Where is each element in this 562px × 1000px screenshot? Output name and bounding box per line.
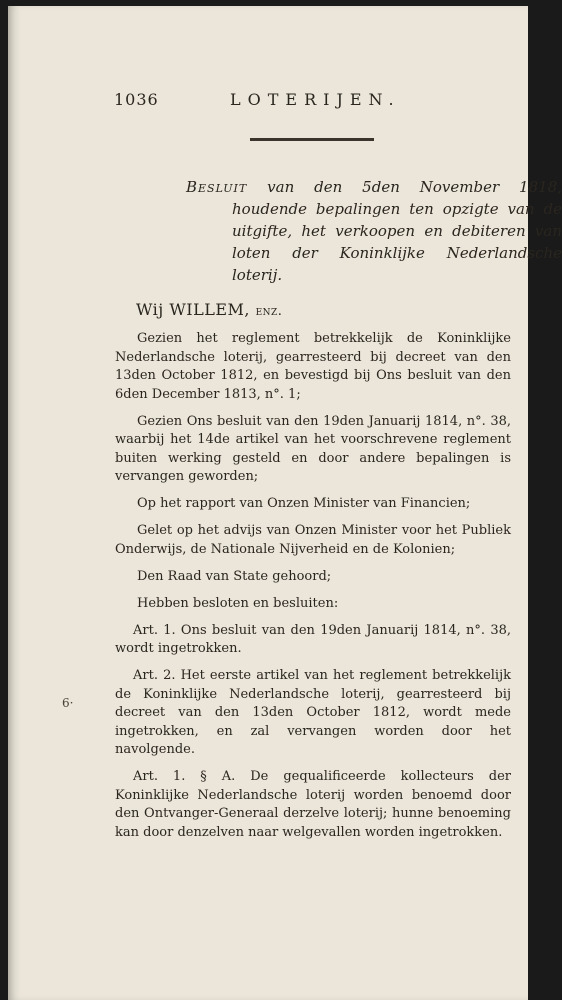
margin-mark: 6· [62,696,74,710]
book-page [8,6,562,1000]
article-1-section-a: Art. 1. § A. De gequalificeerde kollecteurs der Koninklijke Nederlandsche loterij worden benoemd door den Ontvanger-Generaal derzelve loterij; hunne benoeming kan door denzelven naar welgevallen worden ingetrokken. [115,769,511,840]
paragraph-raad-van-state: Den Raad van State gehoord; [137,568,332,584]
article-1: Art. 1. Ons besluit van den 19den Januarij 1814, n°. 38, wordt ingetrokken. [115,622,511,656]
paragraph-gezien-reglement: Gezien het reglement betrekkelijk de Koninklijke Nederlandsche loterij, gearresteerd bij decreet van den 13den October 1812, en bevestigd bij Ons besluit van den 6den December 1813, n°. 1; [115,331,511,402]
decree-title-lead: Besluit [186,178,248,196]
paragraph-rapport: Op het rapport van Onzen Minister van Financien; [137,496,471,511]
running-title: LOTERIJEN. [230,90,401,109]
page-header [8,90,528,112]
article-2: Art. 2. Het eerste artikel van het reglement betrekkelijk de Koninklijke Nederlandsche loterij, gearresteerd bij decreet van den 13den October 1812, wordt mede ingetrokken, en zal vervangen worden door het navolgende. [115,668,511,757]
paragraph-besloten: Hebben besloten en besluiten: [137,595,339,611]
paragraph-gelet: Gelet op het advijs van Onzen Minister voor het Publiek Onderwijs, de Nationale Nijverheid en de Kolonien; [115,523,511,557]
header-rule [250,138,374,141]
decree-title [186,176,562,286]
decree-body [115,330,511,851]
decree-title-text: van den 5den November 1818, houdende bepalingen ten opzigte van de uitgifte, het verkoopen en debiteren van loten der Koninklijke Nederlandsche loterij. [232,178,562,284]
salutation-name: Wij WILLEM, [136,300,250,319]
page-number: 1036 [114,90,159,109]
paragraph-gezien-besluit: Gezien Ons besluit van den 19den Januarij 1814, n°. 38, waarbij het 14de artikel van het voorschrevene reglement buiten werking gesteld en door andere bepalingen is vervangen geworden; [115,413,511,484]
salutation-suffix: enz. [255,304,283,319]
salutation [136,300,282,319]
